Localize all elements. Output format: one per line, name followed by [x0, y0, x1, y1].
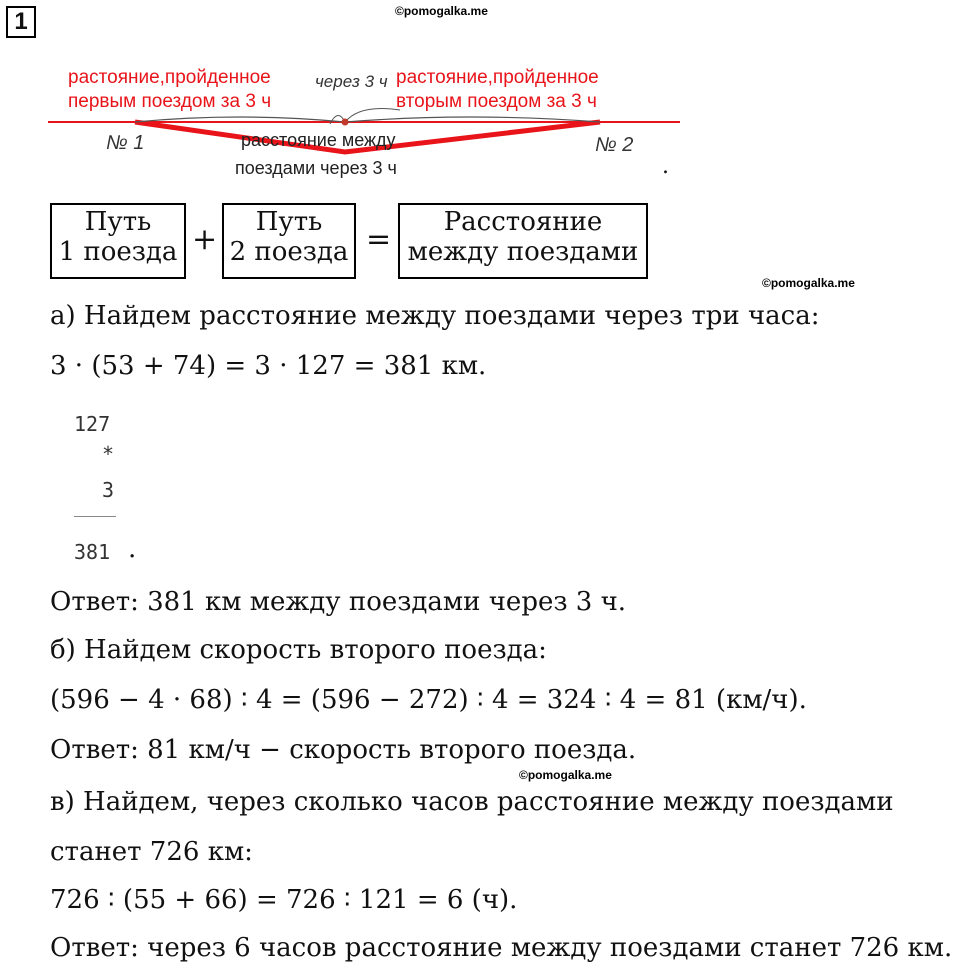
train-diagram [40, 56, 680, 186]
part-c-formula: 726 ∶ (55 + 66) = 726 ∶ 121 = 6 (ч). [50, 885, 518, 915]
box-path-train-1 [50, 203, 186, 279]
start-point-dot [342, 119, 349, 126]
train-2-label: № 2 [595, 134, 634, 156]
box2-line1: Путь [255, 207, 323, 237]
train-1-label: № 1 [106, 132, 145, 154]
diagram-end-dot: . [662, 154, 669, 179]
plus-sign: + [192, 222, 218, 257]
label-right [396, 66, 599, 114]
column-bottom-number: 3 [102, 478, 115, 502]
part-c-heading-line1: в) Найдем, через сколько часов расстояние между поездами [50, 787, 894, 817]
column-top-number: 127 [74, 412, 111, 436]
box-path-train-2 [222, 203, 356, 279]
column-divider [74, 516, 116, 517]
label-center-top: через 3 ч [315, 72, 388, 91]
problem-number: 1 [6, 6, 36, 38]
equals-sign: = [366, 222, 392, 257]
column-result: 381 [74, 540, 111, 564]
label-right-line2: вторым поездом за 3 ч [396, 91, 597, 112]
box1-line2: 1 поезда [58, 237, 178, 267]
watermark-top: ©pomogalka.me [395, 4, 488, 18]
part-b-answer: Ответ: 81 км/ч − скорость второго поезда. [50, 735, 637, 765]
part-b-heading: б) Найдем скорость второго поезда: [50, 635, 547, 665]
label-left-line1: растояние,пройденное [68, 67, 271, 88]
box-distance [398, 203, 648, 279]
box3-line2: между поездами [407, 237, 639, 267]
part-a-heading: а) Найдем расстояние между поездами через три часа: [50, 301, 820, 331]
label-center-bottom [235, 126, 397, 182]
part-b-formula: (596 − 4 · 68) ∶ 4 = (596 − 272) ∶ 4 = 324 ∶ 4 = 81 (км/ч). [50, 685, 807, 715]
box2-line2: 2 поезда [229, 237, 349, 267]
label-center-bottom-line1: расстояние между [241, 130, 396, 150]
label-left [68, 66, 271, 114]
box1-line1: Путь [84, 207, 152, 237]
column-multiply-sign: * [102, 442, 115, 466]
watermark-middle: ©pomogalka.me [762, 276, 855, 290]
label-right-line1: растояние,пройденное [396, 67, 599, 88]
part-c-answer: Ответ: через 6 часов расстояние между поездами станет 726 км. [50, 933, 953, 963]
column-end-dot: . [128, 534, 137, 564]
label-left-line2: первым поездом за 3 ч [68, 91, 272, 112]
label-center-bottom-line2: поездами через 3 ч [235, 158, 397, 178]
box3-line1: Расстояние [443, 207, 603, 237]
part-a-formula: 3 · (53 + 74) = 3 · 127 = 381 км. [50, 351, 487, 381]
part-a-answer: Ответ: 381 км между поездами через 3 ч. [50, 587, 627, 617]
part-c-heading-line2: станет 726 км: [50, 837, 253, 867]
watermark-bottom: ©pomogalka.me [519, 768, 612, 782]
